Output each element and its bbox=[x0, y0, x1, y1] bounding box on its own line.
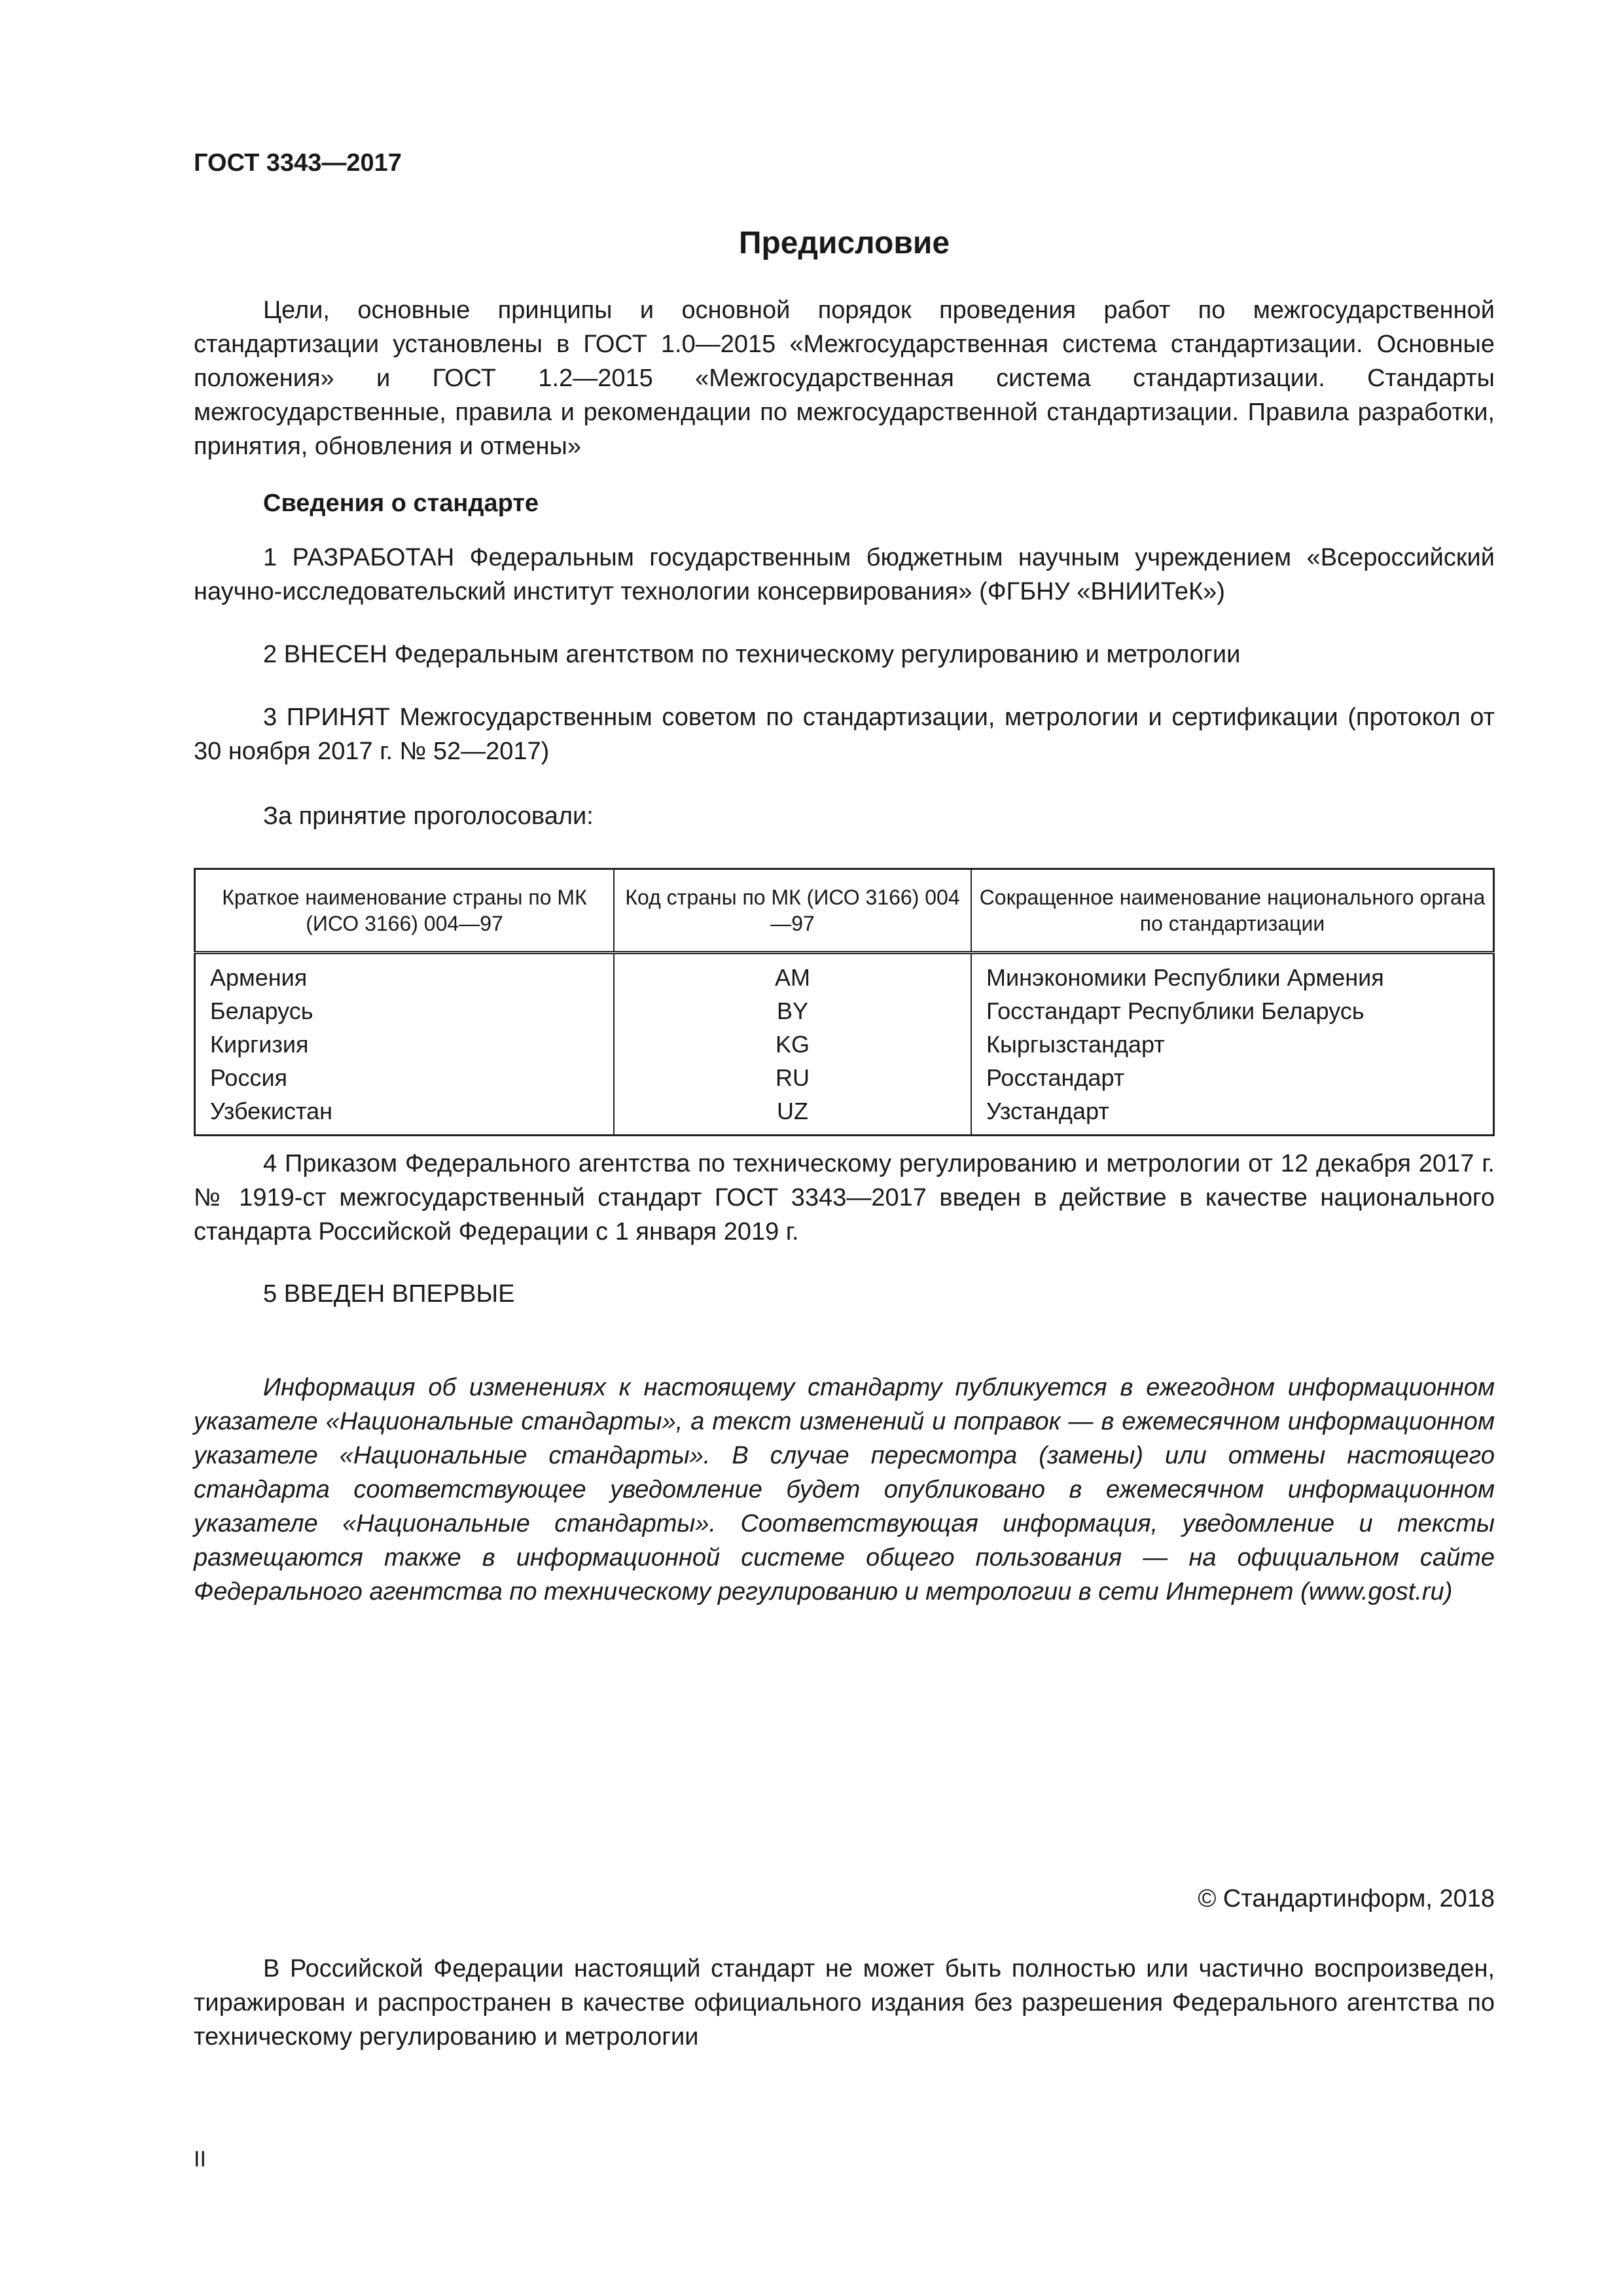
item-5-line: 5 ВВЕДЕН ВПЕРВЫЕ bbox=[263, 1280, 515, 1308]
item-4-paragraph: 4 Приказом Федерального агентства по техническому регулированию и метрологии от 12 декабря 2017 г. № 1919-ст межгосударственный стандарт ГОСТ 3343—2017 введен в действие в качестве национального стандарта Российской Федерации с 1 января 2019 г. bbox=[194, 1150, 1495, 1246]
country-code: KG bbox=[614, 1028, 971, 1061]
header-country-name: Краткое наименование страны по МК (ИСО 3166) 004—97 bbox=[195, 869, 615, 953]
country-name: Армения bbox=[195, 953, 615, 995]
standards-body: Госстандарт Республики Беларусь bbox=[986, 997, 1364, 1024]
table-row bbox=[195, 953, 1494, 995]
country-name: Россия bbox=[195, 1061, 615, 1094]
country-code: BY bbox=[614, 994, 971, 1028]
voting-countries-table bbox=[194, 868, 1495, 1136]
country-name: Узбекистан bbox=[195, 1094, 615, 1136]
table-row bbox=[195, 1061, 1494, 1094]
standards-body: Росстандарт bbox=[986, 1064, 1125, 1091]
copyright-notice: © Стандартинформ, 2018 bbox=[1198, 1885, 1495, 1912]
item-2-paragraph: 2 ВНЕСЕН Федеральным агентством по техническому регулированию и метрологии bbox=[263, 641, 1241, 668]
table-row bbox=[195, 1028, 1494, 1061]
country-code: AM bbox=[614, 953, 971, 995]
table-row bbox=[195, 994, 1494, 1028]
changes-info-note: Информация об изменениях к настоящему стандарту публикуется в ежегодном информационном указателе «Национальные стандарты», а текст изменений и поправок — в ежемесячном информационном указателе «Национальные стандарты». В случае пересмотра (замены) или отмены настоящего стандарта соответствующее уведомление будет опубликовано в ежемесячном информационном указателе «Национальные стандарты». Соответствующая информация, уведомление и тексты размещаются также в информационной системе общего пользования — на официальном сайте Федерального агентства по техническому регулированию и метрологии в сети Интернет (www.gost.ru) bbox=[194, 1374, 1495, 1605]
country-code: UZ bbox=[614, 1094, 971, 1136]
table-row bbox=[195, 1094, 1494, 1136]
header-standards-body: Сокращенное наименование национального органа по стандартизации bbox=[971, 869, 1494, 953]
document-code: ГОСТ 3343—2017 bbox=[194, 149, 402, 177]
country-name: Беларусь bbox=[195, 994, 615, 1028]
table-header-row bbox=[195, 869, 1494, 953]
header-country-code: Код страны по МК (ИСО 3166) 004—97 bbox=[614, 869, 971, 953]
item-1-paragraph: 1 РАЗРАБОТАН Федеральным государственным бюджетным научным учреждением «Всероссийский научно-исследовательский институт технологии консервирования» (ФГБНУ «ВНИИТеК») bbox=[194, 544, 1495, 605]
page-number: II bbox=[194, 2147, 206, 2172]
standards-body: Кыргызстандарт bbox=[986, 1031, 1165, 1058]
reproduction-rights-notice: В Российской Федерации настоящий стандарт не может быть полностью или частично воспроизведен, тиражирован и распространен в качестве официального издания без разрешения Федерального агентства по техническому регулированию и метрологии bbox=[194, 1955, 1495, 2051]
country-code: RU bbox=[614, 1061, 971, 1094]
item-3-paragraph: 3 ПРИНЯТ Межгосударственным советом по стандартизации, метрологии и сертификации (протокол от 30 ноября 2017 г. № 52—2017) bbox=[194, 704, 1495, 765]
intro-paragraph: Цели, основные принципы и основной порядок проведения работ по межгосударственной стандартизации установлены в ГОСТ 1.0—2015 «Межгосударственная система стандартизации. Основные положения» и ГОСТ 1.2—2015 «Межгосударственная система стандартизации. Стандарты межгосударственные, правила и рекомендации по межгосударственной стандартизации. Правила разработки, принятия, обновления и отмены» bbox=[194, 296, 1495, 460]
standards-body: Узстандарт bbox=[986, 1098, 1109, 1124]
voted-label: За принятие проголосовали: bbox=[263, 802, 594, 830]
page-title: Предисловие bbox=[738, 226, 950, 260]
section-heading: Сведения о стандарте bbox=[263, 490, 539, 517]
standards-body: Минэкономики Республики Армения bbox=[986, 964, 1384, 991]
country-name: Киргизия bbox=[195, 1028, 615, 1061]
